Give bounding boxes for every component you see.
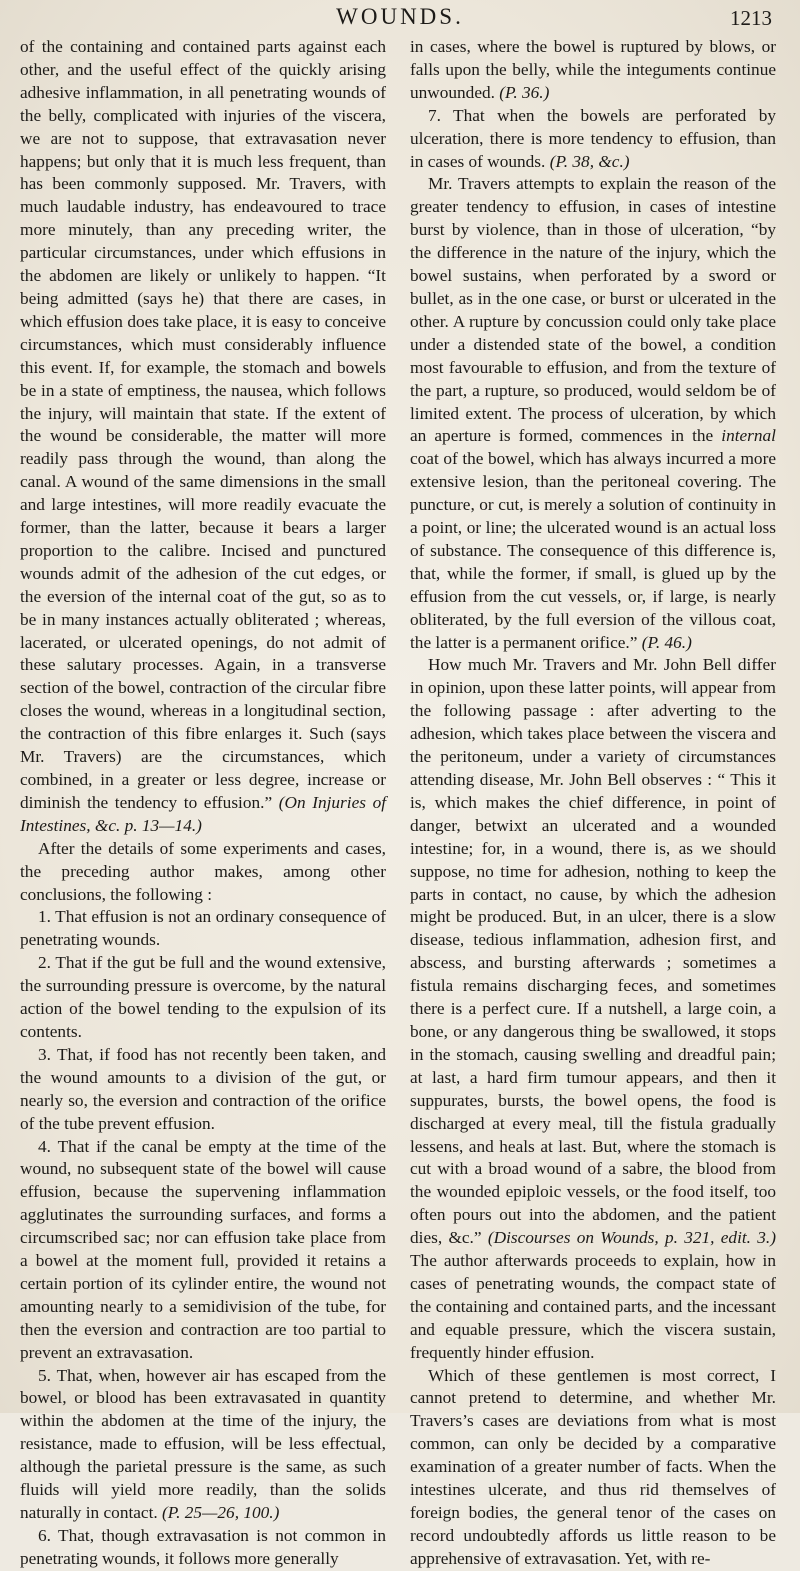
paragraph: After the details of some experiments and cases, the preceding author makes, among other conclusions, the following : bbox=[20, 838, 386, 904]
citation: (P. 36.) bbox=[499, 82, 550, 102]
conclusion-item-7 bbox=[410, 105, 776, 174]
citation: (P. 46.) bbox=[641, 632, 692, 652]
paragraph bbox=[410, 36, 776, 105]
citation: (P. 38, &c.) bbox=[549, 151, 630, 171]
paragraph: Which of these gentlemen is most correct, I cannot pretend to determine, and whether Mr. Travers’s cases are deviations from what is most common, can only be decided by a comparative examination of a greater number of facts. When the intestines ulcerate, and thus rid themselves of foreign bodies, the general tenor of the cases on record undoubtedly affords us little reason to be apprehensive of extravasation. Yet, with re- bbox=[410, 1365, 776, 1568]
paragraph bbox=[20, 36, 386, 838]
paragraph-text: 7. That when the bowels are perforated by ulceration, there is more tendency to effusion, than in cases of wounds. bbox=[410, 105, 776, 171]
left-column bbox=[20, 36, 386, 1571]
conclusion-item-4: 4. That if the canal be empty at the time of the wound, no subsequent state of the bowel will cause effusion, because the supervening inflammation agglutinates the surrounding surfaces, and forms a circumscribed sac; nor can effusion take place from a bowel at the moment full, provided it retains a certain portion of its cylinder entire, the wound not amounting nearly to a semidivision of the tube, for then the eversion and contraction are too partial to prevent an extravasation. bbox=[20, 1136, 386, 1362]
paragraph-text: of the containing and contained parts against each other, and the useful effect of the quickly arising adhesive inflammation, in all penetrating wounds of the belly, complicated with injuries of the viscera, we are not to suppose, that extravasation never happens; but only that it is much less frequent, than has been commonly supposed. Mr. Travers, with much laudable industry, has endeavoured to trace more minutely, than any preceding writer, the particular circumstances, under which effusions in the abdomen are likely or unlikely to happen. “It being admitted (says he) that there are cases, in which effusion does take place, it is easy to conceive circumstances, which must considerably influence this event. If, for example, the stomach and bowels be in a state of emptiness, the nausea, which follows the injury, will maintain that state. If the extent of the wound be considerable, the matter will more readily pass through the wound, than along the canal. A wound of the same dimensions in the small and large intestines, will more readily evacuate the former, than the latter, because it bears a larger proportion to the calibre. Incised and punctured wounds admit of the adhesion of the cut edges, or the eversion of the internal coat of the gut, so as to be in many instances actually obliterated ; whereas, lacerated, or ulcerated openings, do not admit of these salutary processes. Again, in a transverse section of the bowel, contraction of the circular fibre closes the wound, whereas in a longitudinal section, the contraction of this fibre enlarges it. Such (says Mr. Travers) are the circumstances, which combined, in a greater or less degree, increase or diminish the tendency to effusion.” bbox=[20, 37, 386, 812]
conclusion-item-6: 6. That, though extravasation is not common in penetrating wounds, it follows more generally bbox=[20, 1525, 386, 1568]
page-title: WOUNDS. bbox=[336, 4, 464, 29]
paragraph bbox=[410, 173, 776, 654]
citation: (P. 25—26, 100.) bbox=[162, 1503, 280, 1522]
conclusion-item-3: 3. That, if food has not recently been taken, and the wound amounts to a division of the gut, or nearly so, the eversion and contraction of the orifice of the tube prevent effusion. bbox=[20, 1044, 386, 1133]
citation: (Discourses on Wounds, p. 321, edit. 3.) bbox=[487, 1228, 776, 1248]
right-column bbox=[410, 36, 776, 1571]
citation: (On Injuries of Intestines, &c. p. 13—14.) bbox=[20, 792, 387, 835]
running-head bbox=[0, 2, 800, 38]
emphasis: internal bbox=[721, 426, 776, 446]
page-number: 1213 bbox=[730, 6, 772, 30]
conclusion-item-5 bbox=[20, 1365, 386, 1525]
paragraph-text: Mr. Travers attempts to explain the reason of the greater tendency to effusion, in cases of intestine burst by violence, than in those of ulceration, “by the difference in the nature of the injury, which the bowel sustains, when perforated by a sword or bullet, as in the one case, or burst or ulcerated in the other. A rupture by concussion could only take place under a distended state of the bowel, a condition most favourable to effusion, and from the texture of the part, a rupture, so produced, would seldom be of limited extent. The process of ulceration, by which an aperture is formed, commences in the bbox=[410, 174, 776, 446]
conclusion-item-1: 1. That effusion is not an ordinary consequence of penetrating wounds. bbox=[20, 907, 386, 950]
paragraph-text: The author afterwards proceeds to explain, how in cases of penetrating wounds, the compact state of the containing and contained parts, and the incessant and equable pressure, which the viscera sustain, frequently hinder effusion. bbox=[410, 1251, 776, 1362]
paragraph bbox=[410, 654, 776, 1364]
paragraph-text: How much Mr. Travers and Mr. John Bell differ in opinion, upon these latter points, will appear from the following passage : after adverting to the adhesion, which takes place between the viscera and the peritoneum, under a variety of circumstances attending disease, Mr. John Bell observes : “ This it is, which makes the chief difference, in point of danger, betwixt an ulcerated and a wounded intestine; for, in a wound, there is, as we should suppose, no time for adhesion, nothing to keep the parts in contact, no cause, by which the adhesion might be produced. But, in an ulcer, there is a slow disease, tedious inflammation, adhesion first, and abscess, and bursting afterwards ; sometimes a fistula remains discharging feces, and sometimes there is a perfect cure. If a nutshell, a large coin, a bone, or any dangerous thing be swallowed, it stops in the stomach, causing swelling and dreadful pain; at last, a hard firm tumour appears, and then it suppurates, bursts, the bowel opens, the food is discharged at every meal, till the fistula gradually lessens, and heals at last. But, where the stomach is cut with a broad wound of a sabre, the blood from the wounded epiploic vessels, or the food itself, too often pours out into the abdomen, and the patient dies, &c.” bbox=[410, 655, 776, 1248]
paragraph-text: 5. That, when, however air has escaped from the bowel, or blood has been extravasated in quantity within the abdomen at the time of the injury, the resistance, made to effusion, will be less effectual, although the parietal pressure is the same, as such fluids will yield more readily, than the solids naturally in contact. bbox=[20, 1365, 386, 1522]
paragraph-text: in cases, where the bowel is ruptured by blows, or falls upon the belly, while the integuments continue unwounded. bbox=[410, 37, 776, 102]
conclusion-item-2: 2. That if the gut be full and the wound extensive, the surrounding pressure is overcome, by the natural action of the bowel tending to the expulsion of its contents. bbox=[20, 953, 386, 1041]
paragraph-text: coat of the bowel, which has always incurred a more extensive lesion, than the peritoneal covering. The puncture, or cut, is merely a solution of continuity in a point, or line; the ulcerated wound is an actual loss of substance. The consequence of this difference is, that, while the former, if small, is glued up by the effusion from the cut vessels, or, if large, is nearly obliterated, by the full eversion of the villous coat, the latter is a permanent orifice.” bbox=[410, 449, 776, 652]
